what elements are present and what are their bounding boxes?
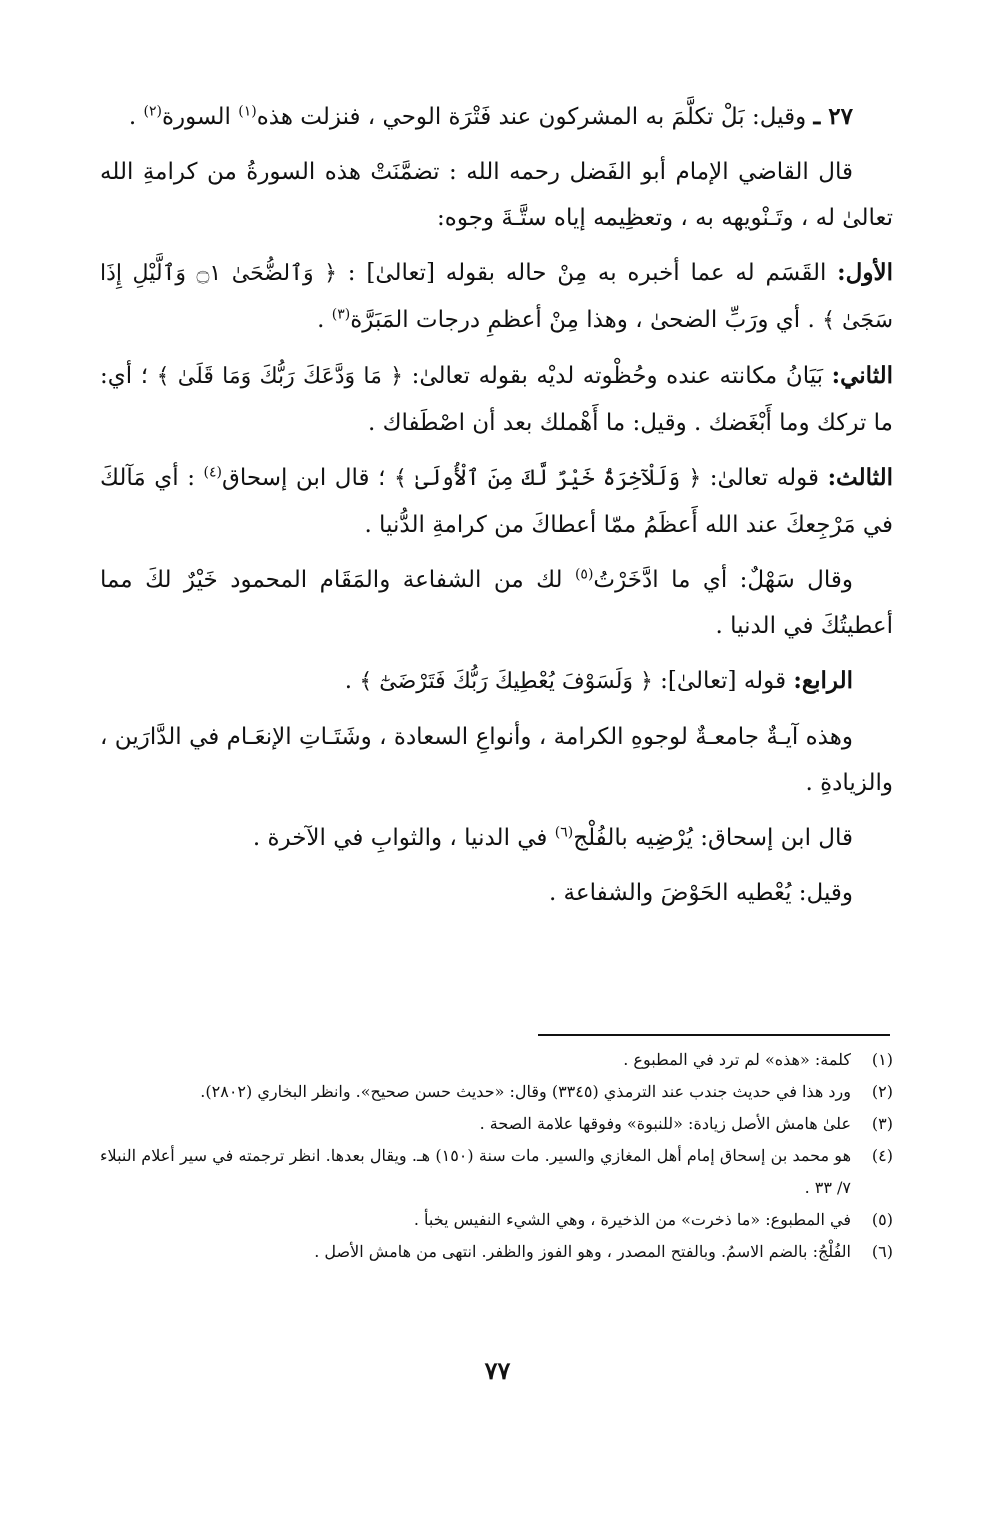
main-text	[100, 94, 893, 925]
lead-word-third: الثالث:	[827, 464, 893, 491]
paragraph-1: ٢٧ ـ وقيل: بَلْ تكلَّمَ به المشركون عند فَتْرَة الوحي ، فنزلت هذه$^{(١)}$ السورة$^{(٢)}$ .	[128, 103, 853, 130]
paragraph-2: قال القاضي الإمام أبو الفَضل رحمه الله : تضمَّنَتْ هذه السورةُ من كرامةِ الله تعالىٰ له ، وتَـنْويهه به ، وتعظِيمه إياه ستَّـةَ وجوه:	[100, 159, 893, 231]
footnote-ref-2: (٢)	[143, 103, 162, 120]
footnote-text: هو محمد بن إسحاق إمام أهل المغازي والسير. مات سنة (١٥٠) هـ. ويقال بعدها. انظر ترجمته في سير أعلام النبلاء ٧/ ٣٣ .	[100, 1146, 852, 1197]
paragraph-sahl: وقال سَهْلٌ: أي ما ادَّخَرْتُ$^{(٥)}$ لك من الشفاعة والمَقَام المحمود خَيْرٌ لكَ مما أعطيتُكَ في الدنيا .	[100, 566, 893, 639]
footnote-text: كلمة: «هذه» لم ترد في المطبوع .	[623, 1050, 851, 1069]
footnote-number: (٣)	[871, 1114, 893, 1133]
quran-verse: ﴿ مَا وَدَّعَكَ رَبُّكَ وَمَا قَلَىٰ ﴾	[156, 364, 404, 389]
footnote-number: (٥)	[871, 1210, 893, 1229]
footnote-item	[100, 1204, 893, 1236]
quran-verse: ﴿ وَلَسَوْفَ يُعْطِيكَ رَبُّكَ فَتَرْضَىٰٓ ﴾	[359, 669, 653, 694]
footnote-text: الفُلْجُ: بالضم الاسمُ. وبالفتح المصدر ، وهو الفوز والظفر. انتهى من هامش الأصل .	[314, 1242, 851, 1261]
footnote-ref-3: (٣)	[331, 306, 351, 323]
lead-word-second: الثاني:	[831, 362, 894, 389]
footnote-text: علىٰ هامش الأصل زيادة: «للنبوة» وفوقها علامة الصحة .	[479, 1114, 851, 1133]
page-number: ٧٧	[484, 1356, 511, 1385]
paragraph-comprehensive-verse: وهذه آيـةٌ جامعـةٌ لوجوهِ الكرامة ، وأنواعِ السعادة ، وشَتَـاتِ الإنعَـام في الدَّارَين ، والزيادةِ .	[100, 724, 893, 796]
paragraph-first-aspect: الأول: القَسَم له عما أخبره به مِنْ حاله بقوله [تعالىٰ] : ﴿ وَٱلضُّحَىٰ ۝١ وَٱلَّيْلِ إِذَا سَجَىٰ ﴾ . أي ورَبِّ الضحىٰ ، وهذا مِنْ أعظمِ درجات المَبَرَّة$^{(٣)}$ .	[100, 259, 893, 333]
footnote-ref-4: (٤)	[203, 464, 223, 481]
paragraph-second-aspect: الثاني: بَيَانُ مكانته عنده وحُظْوته لديْه بقوله تعالىٰ: ﴿ مَا وَدَّعَكَ رَبُّكَ وَمَا قَلَىٰ ﴾ ؛ أي: ما تركك وما أَبْغَضك . وقيل: ما أَهْملك بعد أن اصْطَفاك .	[100, 362, 894, 436]
paragraph-number: ٢٧ ـ	[813, 103, 853, 130]
paragraph-third-aspect: الثالث: قوله تعالىٰ: ﴿ وَلَلْآخِرَةُ خَيْرٌ لَّكَ مِنَ ٱلْأُولَىٰ ﴾ ؛ قال ابن إسحاق$^{(٤)}$ : أي مَآلكَ في مَرْجِعكَ عند الله أَعظَمُ ممّا أعطاكَ من كرامةِ الدُّنيا .	[100, 464, 893, 538]
footnote-text: في المطبوع: «ما ذخرت» من الذخيرة ، وهي الشيء النفيس يخبأ .	[413, 1210, 851, 1229]
lead-word-first: الأول:	[837, 259, 893, 286]
footnote-item	[100, 1076, 893, 1108]
quran-verse: ﴿ وَٱلضُّحَىٰ ۝١ وَٱلَّيْلِ إِذَا سَجَىٰ ﴾	[100, 261, 893, 333]
quran-verse: ﴿ وَلَلْآخِرَةُ خَيْرٌ لَّكَ مِنَ ٱلْأُولَىٰ ﴾	[393, 466, 702, 491]
footnote-text: ورد هذا في حديث جندب عند الترمذي (٣٣٤٥) وقال: «حديث حسن صحيح». وانظر البخاري (٢٨٠٢).	[200, 1082, 851, 1101]
footnote-number: (٤)	[871, 1146, 893, 1165]
footnote-number: (٢)	[871, 1082, 893, 1101]
footnote-item	[100, 1108, 893, 1140]
footnote-item	[100, 1140, 893, 1204]
footnotes	[100, 1044, 893, 1268]
lead-word-fourth: الرابع:	[793, 667, 853, 694]
footnote-ref-1: (١)	[238, 103, 257, 120]
footnote-ref-5: (٥)	[574, 566, 594, 583]
footnote-ref-6: (٦)	[554, 824, 574, 841]
paragraph-ibn-ishaq: قال ابن إسحاق: يُرْضِيه بالفُلْج$^{(٦)}$ في الدنيا ، والثوابِ في الآخرة .	[252, 824, 853, 851]
paragraph-hawd: وقيل: يُعْطيه الحَوْضَ والشفاعة .	[548, 880, 853, 906]
footnote-item	[100, 1236, 893, 1268]
footnote-item	[100, 1044, 893, 1076]
footnote-separator	[538, 1034, 890, 1036]
footnote-number: (١)	[871, 1050, 893, 1069]
paragraph-fourth-aspect: الرابع: قوله [تعالىٰ]: ﴿ وَلَسَوْفَ يُعْطِيكَ رَبُّكَ فَتَرْضَىٰٓ ﴾ .	[344, 667, 853, 694]
footnote-number: (٦)	[871, 1242, 893, 1261]
